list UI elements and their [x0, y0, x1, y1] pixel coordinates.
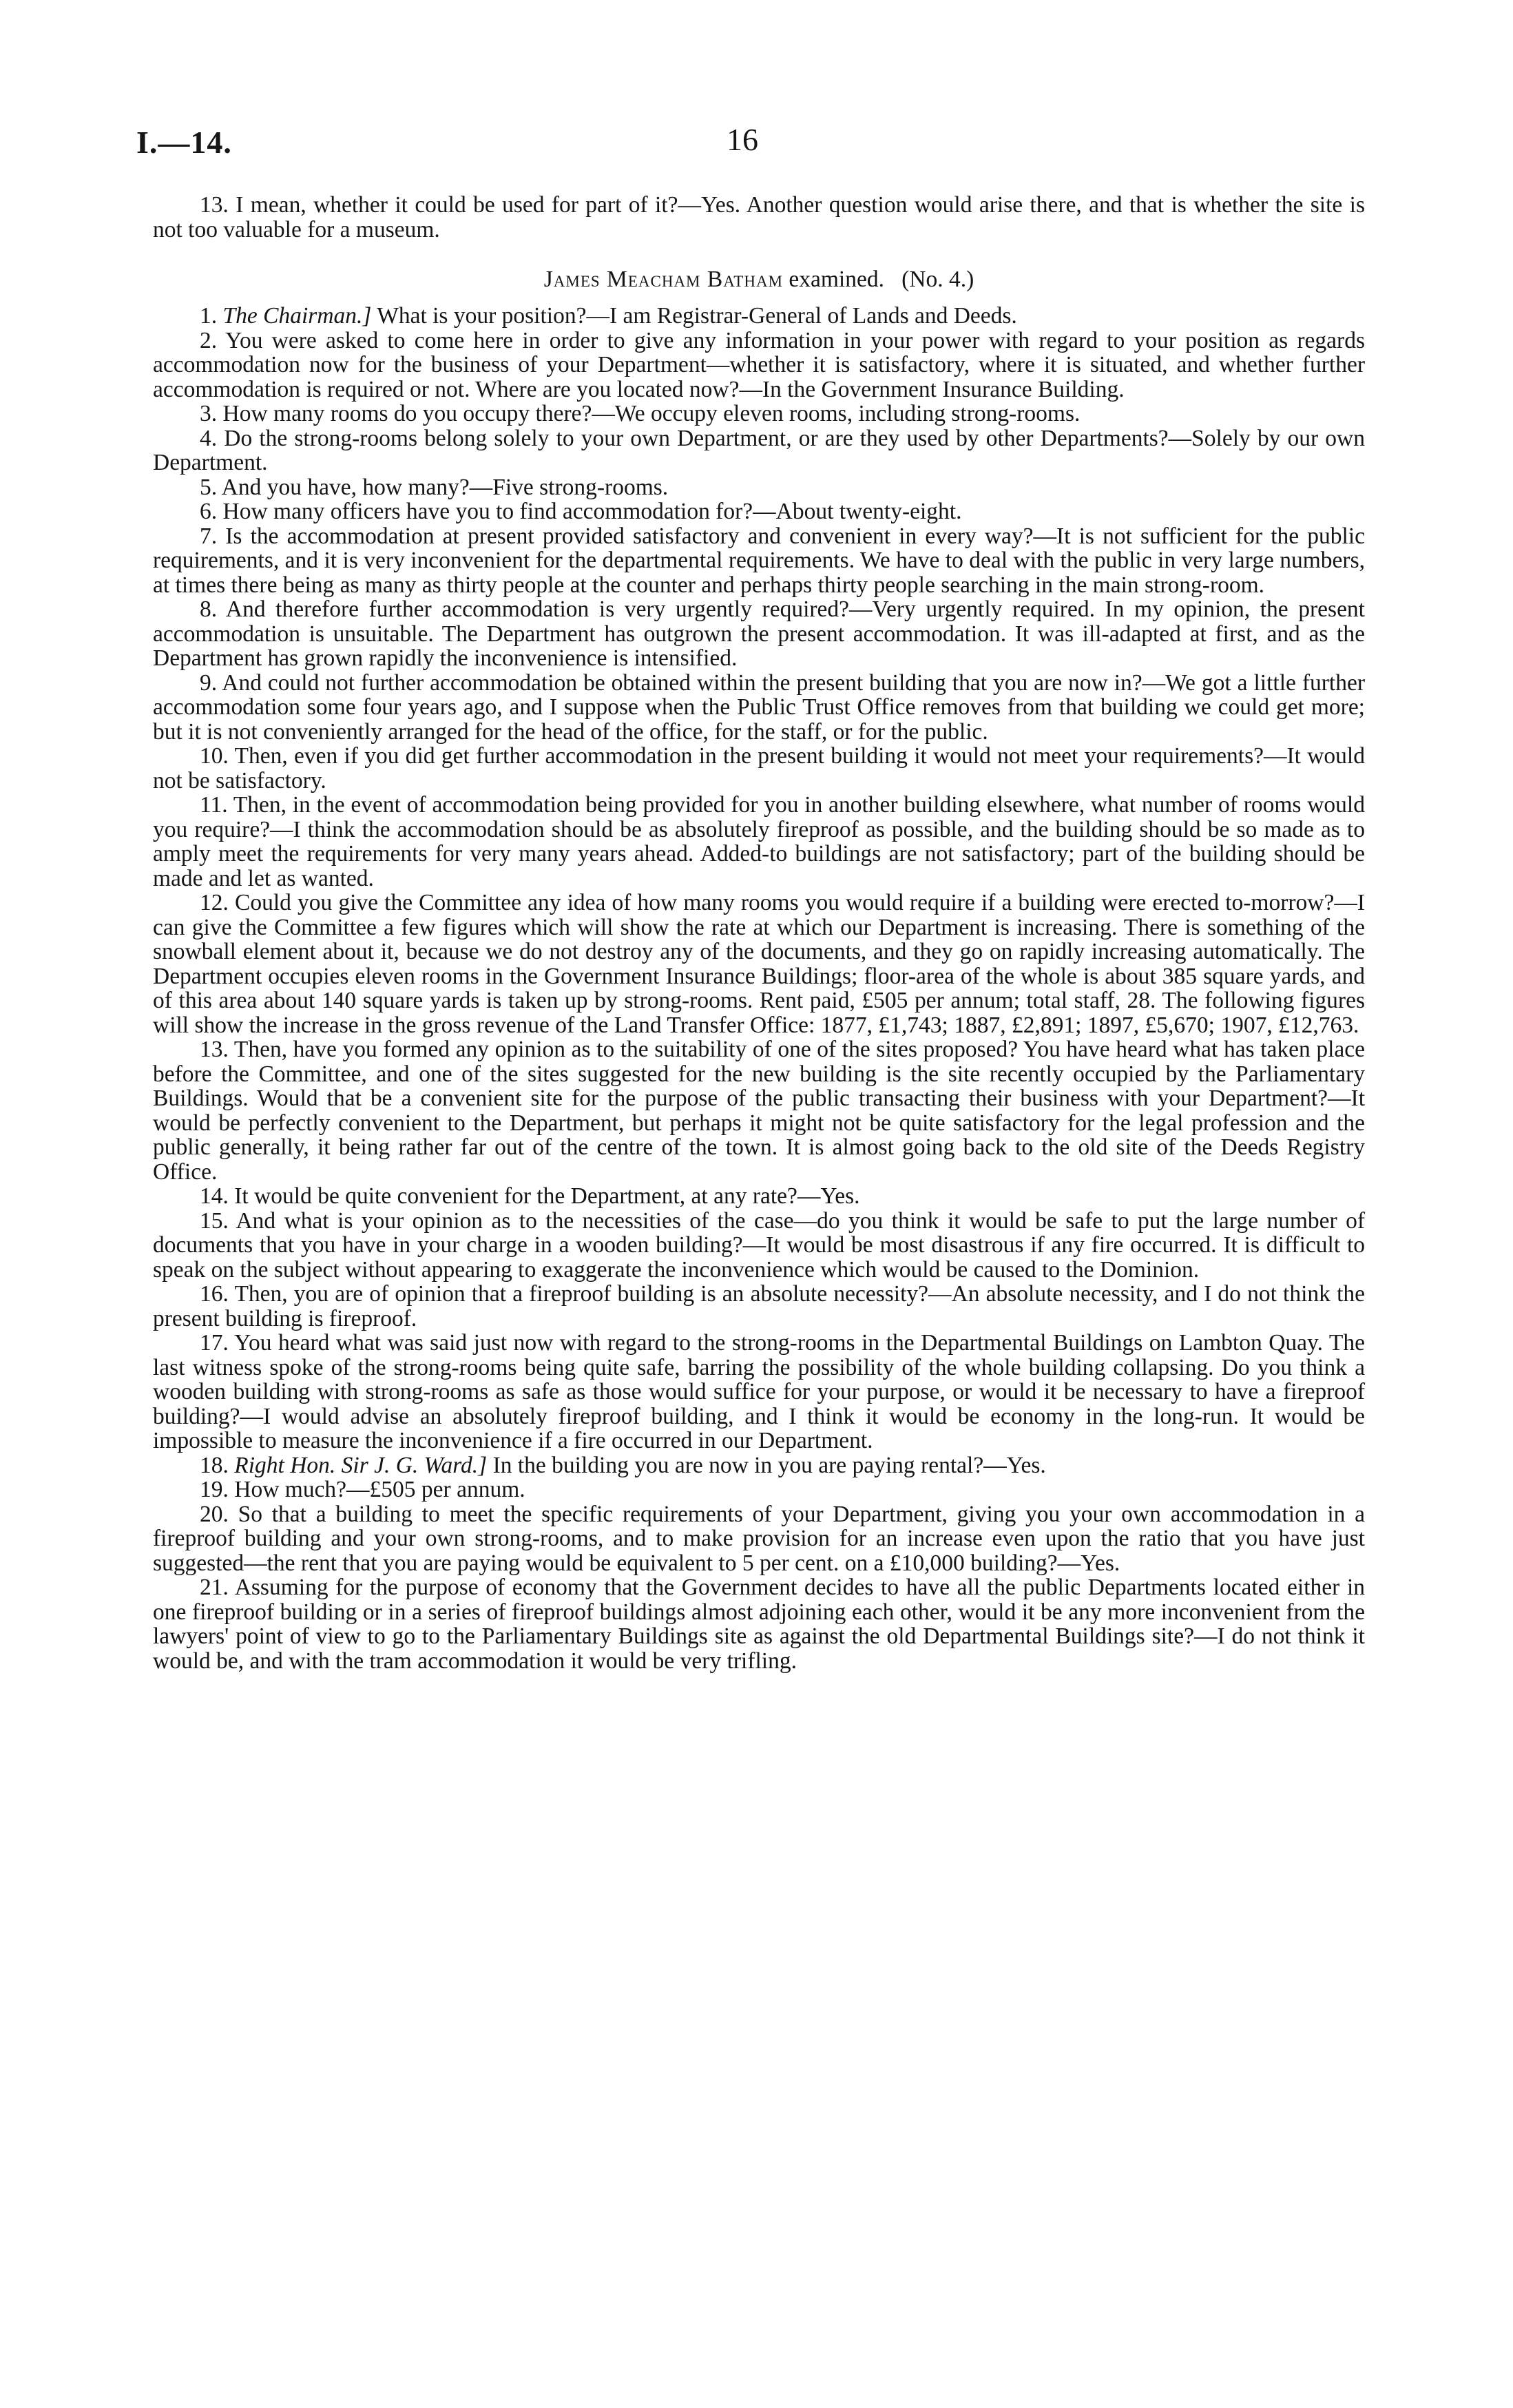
paragraph-number: 12. [200, 890, 229, 915]
witness-heading [153, 267, 1365, 293]
paragraph-text: Is the accommodation at present provided satisfactory and convenient in every way?—It is not sufficient for the public requirements, and it is very inconvenient for the departmental requirements. We have to deal with the public in very large numbers, at times there being as many as thirty people at the counter and perhaps thirty people searching in the main strong-room. [153, 523, 1365, 598]
page-number: 16 [727, 122, 758, 157]
speaker-label: Right Hon. Sir J. G. Ward.] [234, 1452, 488, 1478]
paragraph-text: And therefore further accommodation is very urgently required?—Very urgently required. In my opinion, the present accommodation is unsuitable. The Department has outgrown the present accommodation. It was ill-adapted at first, and as the Department has grown rapidly the inconvenience is intensified. [153, 596, 1365, 671]
qa-paragraph [153, 426, 1365, 475]
qa-paragraph [153, 475, 1365, 500]
qa-paragraph [153, 1331, 1365, 1453]
paragraph-text: You heard what was said just now with regard to the strong-rooms in the Departmental Buildings on Lambton Quay. The last witness spoke of the strong-rooms being quite safe, barring the possibility of the whole building collapsing. Do you think a wooden building with strong-rooms as safe as those would suffice for your purpose, or would it be necessary to have a fireproof building?—I would advise an absolutely fireproof building, and I think it would be economy in the long-run. It would be impossible to measure the inconvenience if a fire occurred in our Department. [153, 1330, 1365, 1453]
qa-paragraph [153, 1184, 1365, 1209]
qa-paragraph [153, 891, 1365, 1037]
paragraph-text: And could not further accommodation be obtained within the present building that you are now in?—We got a little further accommodation some four years ago, and I suppose when the Public Trust Office removes from that building we could get more; but it is not conveniently arranged for the head of the office, for the staff, or for the public. [153, 670, 1365, 745]
qa-paragraph [153, 524, 1365, 598]
paragraph-number: 5. [200, 474, 218, 500]
paragraph-text: Could you give the Committee any idea of how many rooms you would require if a building were erected to-morrow?—I can give the Committee a few figures which will show the rate at which our Department is increasing. There is something of the snowball element about it, because we do not destroy any of the documents, and they go on rapidly increasing automatically. The Department occupies eleven rooms in the Government Insurance Buildings; floor-area of the whole is about 385 square yards, and of this area about 140 square yards is taken up by strong-rooms. Rent paid, £505 per annum; total staff, 28. The following figures will show the increase in the gross revenue of the Land Transfer Office: 1877, £1,743; 1887, £2,891; 1897, £5,670; 1907, £12,763. [153, 890, 1365, 1038]
qa-paragraph [153, 1575, 1365, 1673]
paragraph-number: 7. [200, 523, 218, 549]
paragraph-text: How many rooms do you occupy there?—We occupy eleven rooms, including strong-rooms. [222, 401, 1081, 426]
paragraph-number: 11. [200, 792, 228, 818]
paragraph-number: 8. [200, 596, 218, 622]
paragraph-text: Then, have you formed any opinion as to the suitability of one of the sites proposed? You have heard what has taken place before the Committee, and one of the sites suggested for the new building is the site recently occupied by the Parliamentary Buildings. Would that be a convenient site for the purpose of the public transacting their business with your Department?—It would be perfectly convenient to the Department, but perhaps it might not be quite satisfactory for the legal profession and the public generally, it being rather far out of the centre of the town. It is almost going back to the old site of the Deeds Registry Office. [153, 1037, 1365, 1185]
witness-number: (No. 4.) [901, 267, 974, 292]
paragraph-number: 6. [200, 499, 218, 524]
paragraph-text: It would be quite convenient for the Department, at any rate?—Yes. [234, 1183, 860, 1209]
paragraph-number: 10. [200, 743, 229, 769]
paragraph-text: And what is your opinion as to the necessities of the case—do you think it would be safe to put the large number of documents that you have in your charge in a wooden building?—It would be most disastrous if any fire occurred. It is difficult to speak on the subject without appearing to exaggerate the inconvenience which would be caused to the Dominion. [153, 1207, 1366, 1283]
paragraph-number: 2. [200, 327, 218, 353]
paragraph-number: 20. [200, 1501, 229, 1527]
paragraph-text: Then, even if you did get further accommodation in the present building it would not meet your requirements?—It would not be satisfactory. [153, 743, 1365, 793]
qa-paragraph [153, 402, 1365, 426]
qa-paragraph [153, 304, 1365, 329]
qa-paragraph [153, 793, 1365, 891]
paragraph-text: Then, in the event of accommodation being provided for you in another building elsewhere, what number of rooms would you require?—I think the accommodation should be as absolutely fireproof as possible, and the building should be so made as to amply meet the requirements for very many years ahead. Added-to buildings are not satisfactory; part of the building should be made and let as wanted. [153, 792, 1365, 891]
qa-paragraph [153, 744, 1365, 793]
paragraph-text: Assuming for the purpose of economy that the Government decides to have all the public Departments located either in one fireproof building or in a series of fireproof buildings almost adjoining each other, would it be any more inconvenient from the lawyers' point of view to go to the Parliamentary Buildings site as against the old Departmental Buildings site?—I do not think it would be, and with the tram accommodation it would be very trifling. [153, 1575, 1365, 1674]
paragraph-number: 14. [200, 1183, 229, 1209]
paragraph-text: In the building you are now in you are paying rental?—Yes. [492, 1452, 1046, 1478]
paragraph-text: Then, you are of opinion that a fireproof building is an absolute necessity?—An absolute necessity, and I do not think the present building is fireproof. [153, 1281, 1365, 1331]
paragraph-text: What is your position?—I am Registrar-General of Lands and Deeds. [377, 303, 1017, 329]
qa-paragraph [153, 597, 1365, 671]
paragraph-number: 16. [200, 1281, 229, 1307]
qa-paragraph [153, 499, 1365, 524]
paragraph-text: How much?—£505 per annum. [234, 1477, 525, 1502]
speaker-label: The Chairman.] [222, 303, 372, 329]
paragraph-number: 18. [200, 1452, 229, 1478]
paragraph-number: 4. [200, 425, 218, 451]
paragraph-number: 3. [200, 401, 218, 426]
paragraph-list [153, 304, 1365, 1673]
paragraph-text: And you have, how many?—Five strong-rooms. [221, 474, 669, 500]
qa-paragraph [153, 1282, 1365, 1331]
qa-paragraph [153, 1209, 1365, 1283]
qa-paragraph [153, 1477, 1365, 1502]
qa-paragraph [153, 671, 1365, 745]
paragraph-number: 13. [200, 1037, 229, 1062]
qa-paragraph [153, 329, 1365, 402]
witness-name: James Meacham Batham [543, 267, 784, 292]
paragraph-number: 1. [200, 303, 218, 329]
intro-paragraph: 13. I mean, whether it could be used for part of it?—Yes. Another question would arise there, and that is whether the site is not too valuable for a museum. [153, 192, 1365, 242]
paragraph-text: How many officers have you to find accommodation for?—About twenty-eight. [222, 499, 962, 524]
qa-paragraph [153, 1453, 1365, 1478]
paragraph-number: 15. [200, 1207, 229, 1234]
witness-heading-text: examined. [789, 267, 884, 292]
qa-paragraph [153, 1037, 1365, 1184]
document-body [153, 193, 1365, 1673]
paragraph-text: Do the strong-rooms belong solely to your own Department, or are they used by other Departments?—Solely by our own Department. [153, 425, 1365, 475]
paragraph-text: So that a building to meet the specific requirements of your Department, giving you your own accommodation in a fireproof building and your own strong-rooms, and to make provision for an increase even upon the ratio that you have just suggested—the rent that you are paying would be equivalent to 5 per cent. on a £10,000 building?—Yes. [153, 1501, 1365, 1576]
qa-paragraph [153, 1502, 1365, 1576]
paragraph-number: 17. [200, 1330, 229, 1356]
paragraph-number: 9. [200, 670, 218, 696]
paper-reference: I.—14. [136, 125, 232, 160]
paragraph-text: You were asked to come here in order to give any information in your power with regard to your position as regards accommodation now for the business of your Department—whether it is satisfactory, where it is situated, and whether further accommodation is required or not. Where are you located now?—In the Government Insurance Building. [153, 327, 1365, 402]
paragraph-number: 21. [200, 1575, 229, 1600]
paragraph-number: 19. [200, 1477, 229, 1502]
